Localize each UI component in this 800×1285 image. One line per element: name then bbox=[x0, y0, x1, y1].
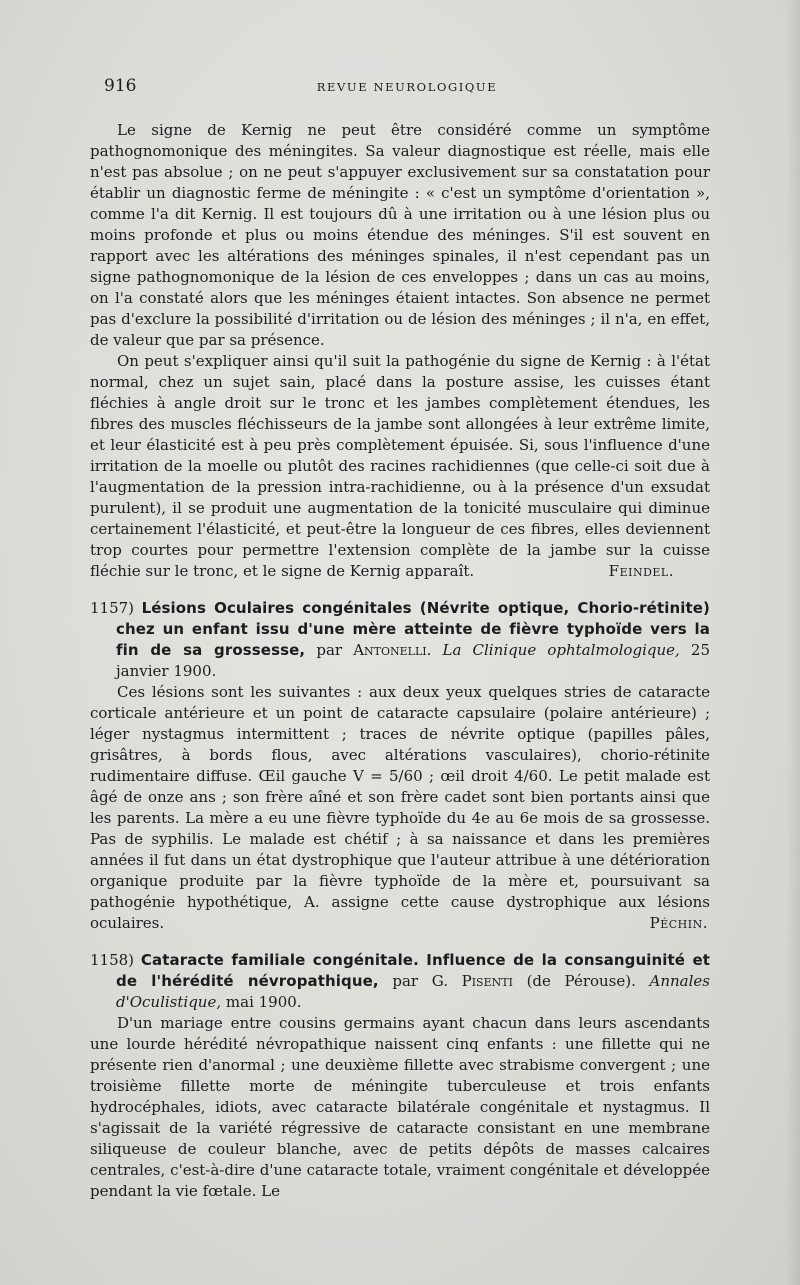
entry-author: Antonelli. bbox=[353, 641, 432, 659]
entry-place: (de Pérouse). bbox=[526, 972, 636, 990]
entry-title: Cataracte familiale congénitale. Influence de la consanguinité et de l'hérédité névropathique, bbox=[116, 951, 710, 990]
page-number: 916 bbox=[104, 76, 137, 96]
paragraph-kernig-value: Le signe de Kernig ne peut être considéré comme un symptôme pathognomonique des méningites. Sa valeur diagnostique est réelle, mais elle n'est pas absolue ; on ne peut s'appuyer exclusivement sur sa constatation pour établir un diagnostic ferme de méningite : « c'est un symptôme d'orientation », comme l'a dit Kernig. Il est toujours dû à une irritation ou à une lésion plus ou moins profonde et plus ou moins étendue des méninges. S'il est souvent en rapport avec les altérations des méninges spinales, il n'est cependant pas un signe pathognomonique de la lésion de ces enveloppes ; dans un cas au moins, on l'a constaté alors que les méninges étaient intactes. Son absence ne permet pas d'exclure la possibilité d'irritation ou de lésion des méninges ; il n'a, en effet, de valeur que par sa présence. bbox=[90, 121, 710, 349]
entry-author: G. Pisenti bbox=[431, 972, 513, 990]
author-signature: Feindel. bbox=[608, 562, 674, 580]
entry-by: par bbox=[316, 641, 343, 659]
paragraph-text: On peut s'expliquer ainsi qu'il suit la pathogénie du signe de Kernig : à l'état normal, chez un sujet sain, placé dans la posture assise, les cuisses étant fléchies à angle droit sur le tronc et les jambes complètement étendues, les fibres des muscles fléchisseurs de la jambe sont allongées à leur extrême limite, et leur élasticité est à peu près complètement épuisée. Si, sous l'influence d'une irritation de la moelle ou plutôt des racines rachidiennes (que celle-ci soit due à l'augmentation de la pression intra-rachidienne, ou à la présence d'un exsudat purulent), il se produit une augmentation de la tonicité musculaire qui diminue certainement l'élasticité, et peut-être la longueur de ces fibres, elles deviennent trop courtes pour permettre l'extension complète de la jambe sur la cuisse fléchie sur le tronc, et le signe de Kernig apparaît. bbox=[90, 352, 710, 580]
entry-1158-body: D'un mariage entre cousins germains ayant chacun dans leurs ascendants une lourde hérédité névropathique naissent cinq enfants : une fillette qui ne présente rien d'anormal ; une deuxième fillette avec strabisme convergent ; une troisième fillette morte de méningite tuberculeuse et trois enfants hydrocéphales, idiots, avec cataracte bilatérale congénitale et nystagmus. Il s'agissait de la variété régressive de cataracte consistant en une membrane siliqueuse de couleur blanche, avec de petits dépôts de masses calcaires centrales, c'est-à-dire d'une cataracte totale, vraiment congénitale et développée pendant la vie fœtale. Le bbox=[90, 1014, 710, 1200]
page-header bbox=[104, 76, 710, 102]
article-body bbox=[90, 120, 710, 1202]
entry-body-text: Ces lésions sont les suivantes : aux deux yeux quelques stries de cataracte corticale antérieure et un point de cataracte capsulaire (polaire antérieure) ; léger nystagmus intermittent ; traces de névrite optique (papilles pâles, grisâtres, à bords flous, avec altérations vasculaires), chorio-rétinite rudimentaire diffuse. Œil gauche V = 5/60 ; œil droit 4/60. Le petit malade est âgé de onze ans ; son frère aîné et son frère cadet sont bien portants ainsi que les parents. La mère a eu une fièvre typhoïde du 4e au 6e mois de sa grossesse. Pas de syphilis. Le malade est chétif ; à sa naissance et dans les premières années il fut dans un état dystrophique que l'auteur attribue à une détérioration organique produite par la fièvre typhoïde de la mère et, poursuivant sa pathogénie hypothétique, A. assigne cette cause dystrophique aux lésions oculaires. bbox=[90, 683, 710, 932]
paragraph-kernig-pathogenesis bbox=[90, 351, 710, 582]
running-title: REVUE NEUROLOGIQUE bbox=[316, 80, 498, 94]
entry-by: par bbox=[392, 972, 419, 990]
entry-date: mai 1900. bbox=[225, 993, 302, 1011]
author-signature: Péchin. bbox=[649, 914, 708, 932]
entry-date: 25 janvier 1900. bbox=[116, 641, 710, 680]
entry-journal: Annales d'Oculistique, bbox=[116, 972, 710, 1011]
entry-journal: La Clinique ophtalmologique, bbox=[442, 641, 680, 659]
abstract-entry-1158 bbox=[90, 950, 710, 1013]
entry-number: 1157) bbox=[90, 599, 135, 617]
entry-number: 1158) bbox=[90, 951, 135, 969]
abstract-entry-1157 bbox=[90, 598, 710, 682]
entry-1157-body bbox=[90, 682, 710, 934]
entry-title: Lésions Oculaires congénitales (Névrite optique, Chorio-rétinite) chez un enfant issu d'une mère atteinte de fièvre typhoïde vers la fin de sa grossesse, bbox=[116, 599, 710, 659]
page-edge-shadow bbox=[786, 0, 800, 1285]
